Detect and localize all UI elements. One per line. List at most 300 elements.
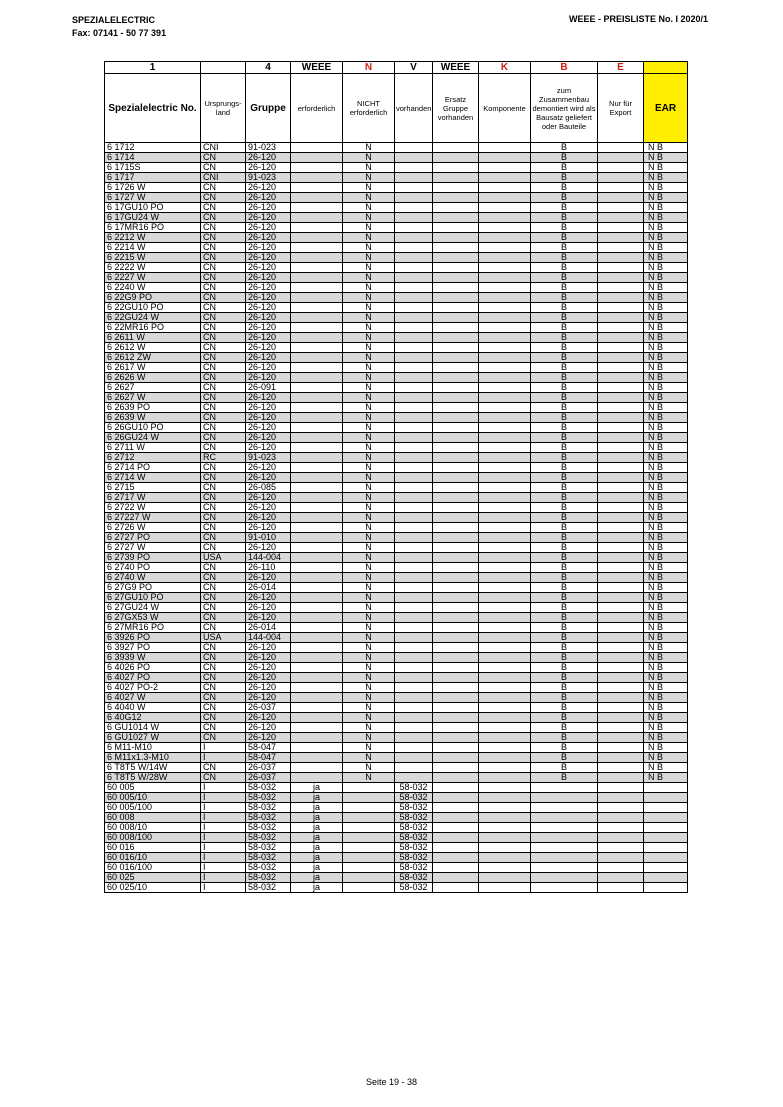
cell-e <box>598 283 644 293</box>
cell-no: 6 1726 W <box>105 183 201 193</box>
table-row <box>105 653 688 663</box>
cell-k <box>479 543 531 553</box>
cell-gruppe: 58-047 <box>246 753 291 763</box>
table-row <box>105 443 688 453</box>
cell-b: B <box>531 323 598 333</box>
table-row <box>105 153 688 163</box>
cell-k <box>479 333 531 343</box>
cell-gruppe: 26-120 <box>246 313 291 323</box>
cell-gruppe: 26-120 <box>246 443 291 453</box>
cell-e <box>598 583 644 593</box>
cell-no: 60 016/100 <box>105 863 201 873</box>
cell-k <box>479 463 531 473</box>
cell-weee <box>291 303 343 313</box>
cell-b: B <box>531 433 598 443</box>
table-row <box>105 413 688 423</box>
cell-b: B <box>531 773 598 783</box>
cell-land: CN <box>201 503 246 513</box>
cell-k <box>479 873 531 883</box>
cell-weee <box>291 383 343 393</box>
cell-n: N <box>343 193 395 203</box>
cell-ear: N B <box>644 633 688 643</box>
cell-n: N <box>343 273 395 283</box>
cell-ersatz <box>433 753 479 763</box>
cell-ear: N B <box>644 513 688 523</box>
cell-n: N <box>343 293 395 303</box>
cell-v <box>395 583 433 593</box>
cell-ersatz <box>433 783 479 793</box>
cell-ersatz <box>433 513 479 523</box>
cell-no: 6 3927 PO <box>105 643 201 653</box>
cell-no: 6 2212 W <box>105 233 201 243</box>
cell-v <box>395 533 433 543</box>
cell-land: CN <box>201 253 246 263</box>
table-row <box>105 213 688 223</box>
cell-land: CN <box>201 283 246 293</box>
cell-e <box>598 873 644 883</box>
cell-k <box>479 143 531 153</box>
cell-no: 6 40G12 <box>105 713 201 723</box>
table-body <box>105 143 688 893</box>
cell-gruppe: 26-120 <box>246 683 291 693</box>
table-row <box>105 793 688 803</box>
cell-no: 6 2612 W <box>105 343 201 353</box>
cell-no: 6 GU1014 W <box>105 723 201 733</box>
cell-ear: N B <box>644 143 688 153</box>
cell-ersatz <box>433 543 479 553</box>
table-row <box>105 663 688 673</box>
cell-b: B <box>531 603 598 613</box>
table-row <box>105 183 688 193</box>
cell-no: 6 2714 PO <box>105 463 201 473</box>
cell-gruppe: 26-120 <box>246 663 291 673</box>
cell-land: I <box>201 823 246 833</box>
cell-n: N <box>343 603 395 613</box>
table-row <box>105 683 688 693</box>
cell-land: CN <box>201 533 246 543</box>
cell-k <box>479 203 531 213</box>
cell-k <box>479 243 531 253</box>
cell-v <box>395 243 433 253</box>
cell-k <box>479 713 531 723</box>
cell-v: 58-032 <box>395 873 433 883</box>
cell-v <box>395 253 433 263</box>
cell-e <box>598 693 644 703</box>
cell-land: CN <box>201 333 246 343</box>
cell-n: N <box>343 593 395 603</box>
cell-gruppe: 26-120 <box>246 723 291 733</box>
column-header-9: Nur für Export <box>598 74 644 143</box>
cell-ersatz <box>433 643 479 653</box>
cell-gruppe: 26-120 <box>246 203 291 213</box>
cell-v <box>395 613 433 623</box>
cell-v <box>395 623 433 633</box>
cell-v <box>395 513 433 523</box>
cell-gruppe: 26-120 <box>246 343 291 353</box>
cell-weee <box>291 583 343 593</box>
cell-v: 58-032 <box>395 883 433 893</box>
cell-b: B <box>531 553 598 563</box>
cell-ersatz <box>433 613 479 623</box>
cell-weee <box>291 673 343 683</box>
cell-v <box>395 593 433 603</box>
cell-b: B <box>531 753 598 763</box>
cell-e <box>598 443 644 453</box>
cell-v <box>395 353 433 363</box>
cell-ear: N B <box>644 503 688 513</box>
cell-weee <box>291 603 343 613</box>
cell-e <box>598 213 644 223</box>
cell-k <box>479 773 531 783</box>
cell-v <box>395 683 433 693</box>
cell-no: 6 4027 PO <box>105 673 201 683</box>
cell-n: N <box>343 163 395 173</box>
cell-ersatz <box>433 583 479 593</box>
cell-no: 6 27MR16 PO <box>105 623 201 633</box>
cell-land: CN <box>201 203 246 213</box>
cell-n <box>343 863 395 873</box>
column-number-10 <box>644 62 688 74</box>
column-header-0: Spezialelectric No. <box>105 74 201 143</box>
cell-ersatz <box>433 433 479 443</box>
cell-v <box>395 473 433 483</box>
column-number-6: WEEE <box>433 62 479 74</box>
cell-land: CN <box>201 483 246 493</box>
cell-ear: N B <box>644 753 688 763</box>
cell-land: CN <box>201 733 246 743</box>
cell-b: B <box>531 623 598 633</box>
cell-land: USA <box>201 633 246 643</box>
cell-land: CN <box>201 423 246 433</box>
table-row <box>105 343 688 353</box>
table-row <box>105 843 688 853</box>
cell-gruppe: 26-120 <box>246 523 291 533</box>
table-row <box>105 203 688 213</box>
cell-e <box>598 663 644 673</box>
cell-n: N <box>343 403 395 413</box>
cell-no: 6 2227 W <box>105 273 201 283</box>
cell-e <box>598 343 644 353</box>
cell-ersatz <box>433 573 479 583</box>
cell-n: N <box>343 173 395 183</box>
cell-land: I <box>201 853 246 863</box>
cell-ersatz <box>433 403 479 413</box>
cell-v <box>395 653 433 663</box>
cell-ersatz <box>433 343 479 353</box>
cell-gruppe: 26-120 <box>246 603 291 613</box>
cell-ear: N B <box>644 393 688 403</box>
cell-weee <box>291 253 343 263</box>
cell-weee <box>291 153 343 163</box>
table-row <box>105 623 688 633</box>
cell-b: B <box>531 203 598 213</box>
cell-v <box>395 323 433 333</box>
cell-n: N <box>343 623 395 633</box>
cell-v <box>395 483 433 493</box>
cell-v <box>395 283 433 293</box>
cell-n: N <box>343 313 395 323</box>
cell-n: N <box>343 673 395 683</box>
cell-k <box>479 483 531 493</box>
cell-ear: N B <box>644 293 688 303</box>
cell-weee <box>291 613 343 623</box>
cell-n: N <box>343 543 395 553</box>
table-row <box>105 173 688 183</box>
cell-no: 6 2740 PO <box>105 563 201 573</box>
cell-land: I <box>201 793 246 803</box>
cell-ear: N B <box>644 193 688 203</box>
cell-gruppe: 26-120 <box>246 513 291 523</box>
cell-no: 6 2727 W <box>105 543 201 553</box>
cell-gruppe: 26-120 <box>246 693 291 703</box>
table-row <box>105 423 688 433</box>
cell-v <box>395 563 433 573</box>
cell-ear: N B <box>644 733 688 743</box>
cell-ear: N B <box>644 453 688 463</box>
column-header-6: Ersatz Gruppe vorhanden <box>433 74 479 143</box>
table-row <box>105 633 688 643</box>
cell-b: B <box>531 303 598 313</box>
table-row <box>105 473 688 483</box>
cell-weee <box>291 243 343 253</box>
cell-b: B <box>531 223 598 233</box>
cell-n: N <box>343 753 395 763</box>
cell-k <box>479 853 531 863</box>
column-number-7: K <box>479 62 531 74</box>
table-row <box>105 243 688 253</box>
cell-v <box>395 633 433 643</box>
cell-weee: ja <box>291 813 343 823</box>
cell-gruppe: 26-120 <box>246 223 291 233</box>
table-row <box>105 603 688 613</box>
cell-ersatz <box>433 193 479 203</box>
cell-ear <box>644 863 688 873</box>
cell-no: 6 27GX53 W <box>105 613 201 623</box>
cell-no: 60 005/10 <box>105 793 201 803</box>
cell-land: CN <box>201 713 246 723</box>
cell-n: N <box>343 573 395 583</box>
cell-b: B <box>531 423 598 433</box>
cell-gruppe: 26-120 <box>246 213 291 223</box>
cell-e <box>598 853 644 863</box>
cell-gruppe: 91-023 <box>246 173 291 183</box>
cell-v <box>395 573 433 583</box>
cell-e <box>598 883 644 893</box>
cell-ear <box>644 853 688 863</box>
cell-n <box>343 803 395 813</box>
cell-gruppe: 26-120 <box>246 713 291 723</box>
cell-n: N <box>343 393 395 403</box>
cell-ear: N B <box>644 403 688 413</box>
cell-ear: N B <box>644 383 688 393</box>
table-row <box>105 333 688 343</box>
cell-v <box>395 693 433 703</box>
cell-gruppe: 58-032 <box>246 843 291 853</box>
cell-ear: N B <box>644 583 688 593</box>
cell-ersatz <box>433 383 479 393</box>
cell-weee <box>291 423 343 433</box>
table-row <box>105 193 688 203</box>
cell-e <box>598 373 644 383</box>
cell-e <box>598 723 644 733</box>
cell-ersatz <box>433 703 479 713</box>
cell-land: CN <box>201 183 246 193</box>
cell-no: 6 M11-M10 <box>105 743 201 753</box>
page-number: Seite 19 - 38 <box>365 1077 418 1087</box>
cell-gruppe: 26-120 <box>246 353 291 363</box>
cell-gruppe: 26-120 <box>246 283 291 293</box>
cell-k <box>479 213 531 223</box>
cell-weee <box>291 753 343 763</box>
cell-gruppe: 26-120 <box>246 293 291 303</box>
cell-b: B <box>531 413 598 423</box>
cell-e <box>598 433 644 443</box>
cell-k <box>479 353 531 363</box>
cell-b: B <box>531 183 598 193</box>
cell-k <box>479 473 531 483</box>
cell-b: B <box>531 693 598 703</box>
cell-e <box>598 683 644 693</box>
cell-b: B <box>531 403 598 413</box>
cell-v <box>395 193 433 203</box>
cell-e <box>598 733 644 743</box>
cell-ear: N B <box>644 263 688 273</box>
cell-weee <box>291 733 343 743</box>
cell-b: B <box>531 243 598 253</box>
cell-no: 6 26GU10 PO <box>105 423 201 433</box>
cell-n: N <box>343 243 395 253</box>
cell-e <box>598 813 644 823</box>
cell-ersatz <box>433 363 479 373</box>
cell-no: 6 17GU24 W <box>105 213 201 223</box>
cell-gruppe: 26-120 <box>246 433 291 443</box>
cell-gruppe: 58-032 <box>246 863 291 873</box>
cell-e <box>598 183 644 193</box>
cell-b: B <box>531 443 598 453</box>
table-row <box>105 383 688 393</box>
cell-no: 6 22GU24 W <box>105 313 201 323</box>
cell-no: 6 T8T5 W/28W <box>105 773 201 783</box>
table-row <box>105 593 688 603</box>
column-header-3: erforderlich <box>291 74 343 143</box>
cell-ear: N B <box>644 183 688 193</box>
table-row <box>105 583 688 593</box>
cell-e <box>598 803 644 813</box>
cell-gruppe: 58-032 <box>246 823 291 833</box>
cell-gruppe: 58-032 <box>246 813 291 823</box>
cell-gruppe: 26-120 <box>246 253 291 263</box>
cell-gruppe: 26-120 <box>246 733 291 743</box>
cell-k <box>479 843 531 853</box>
cell-land: CN <box>201 263 246 273</box>
table-row <box>105 503 688 513</box>
cell-land: CN <box>201 403 246 413</box>
cell-ersatz <box>433 173 479 183</box>
cell-n: N <box>343 663 395 673</box>
cell-b: B <box>531 283 598 293</box>
table-row <box>105 863 688 873</box>
cell-ear: N B <box>644 243 688 253</box>
cell-land: CNI <box>201 173 246 183</box>
cell-ersatz <box>433 263 479 273</box>
cell-land: CN <box>201 493 246 503</box>
cell-b: B <box>531 143 598 153</box>
cell-ersatz <box>433 393 479 403</box>
cell-gruppe: 26-120 <box>246 333 291 343</box>
cell-land: I <box>201 843 246 853</box>
cell-k <box>479 683 531 693</box>
cell-weee <box>291 543 343 553</box>
cell-ear <box>644 783 688 793</box>
column-number-9: E <box>598 62 644 74</box>
cell-no: 6 2222 W <box>105 263 201 273</box>
cell-gruppe: 26-120 <box>246 393 291 403</box>
cell-b: B <box>531 543 598 553</box>
cell-gruppe: 26-120 <box>246 323 291 333</box>
cell-e <box>598 473 644 483</box>
table-row <box>105 433 688 443</box>
cell-e <box>598 453 644 463</box>
cell-v <box>395 733 433 743</box>
cell-v <box>395 153 433 163</box>
cell-k <box>479 763 531 773</box>
cell-weee <box>291 503 343 513</box>
cell-v <box>395 433 433 443</box>
cell-weee <box>291 143 343 153</box>
table-row <box>105 713 688 723</box>
cell-no: 6 17GU10 PO <box>105 203 201 213</box>
cell-weee <box>291 233 343 243</box>
cell-no: 6 26GU24 W <box>105 433 201 443</box>
cell-ear: N B <box>644 473 688 483</box>
cell-e <box>598 353 644 363</box>
cell-n: N <box>343 763 395 773</box>
cell-b: B <box>531 333 598 343</box>
cell-ersatz <box>433 233 479 243</box>
cell-no: 60 008/100 <box>105 833 201 843</box>
cell-weee <box>291 593 343 603</box>
cell-ear: N B <box>644 673 688 683</box>
cell-no: 6 22GU10 PO <box>105 303 201 313</box>
cell-b: B <box>531 363 598 373</box>
cell-b: B <box>531 643 598 653</box>
cell-b <box>531 823 598 833</box>
cell-no: 6 2722 W <box>105 503 201 513</box>
cell-v <box>395 553 433 563</box>
cell-no: 60 016 <box>105 843 201 853</box>
cell-ear: N B <box>644 713 688 723</box>
cell-e <box>598 793 644 803</box>
cell-weee: ja <box>291 883 343 893</box>
table-row <box>105 283 688 293</box>
cell-k <box>479 793 531 803</box>
cell-n: N <box>343 693 395 703</box>
cell-land: CN <box>201 433 246 443</box>
cell-b: B <box>531 613 598 623</box>
cell-e <box>598 393 644 403</box>
cell-no: 6 2714 W <box>105 473 201 483</box>
cell-no: 60 008/10 <box>105 823 201 833</box>
cell-e <box>598 753 644 763</box>
cell-ersatz <box>433 713 479 723</box>
cell-ersatz <box>433 633 479 643</box>
cell-land: I <box>201 833 246 843</box>
cell-v <box>395 673 433 683</box>
cell-b: B <box>531 393 598 403</box>
cell-v <box>395 763 433 773</box>
cell-k <box>479 693 531 703</box>
cell-k <box>479 633 531 643</box>
